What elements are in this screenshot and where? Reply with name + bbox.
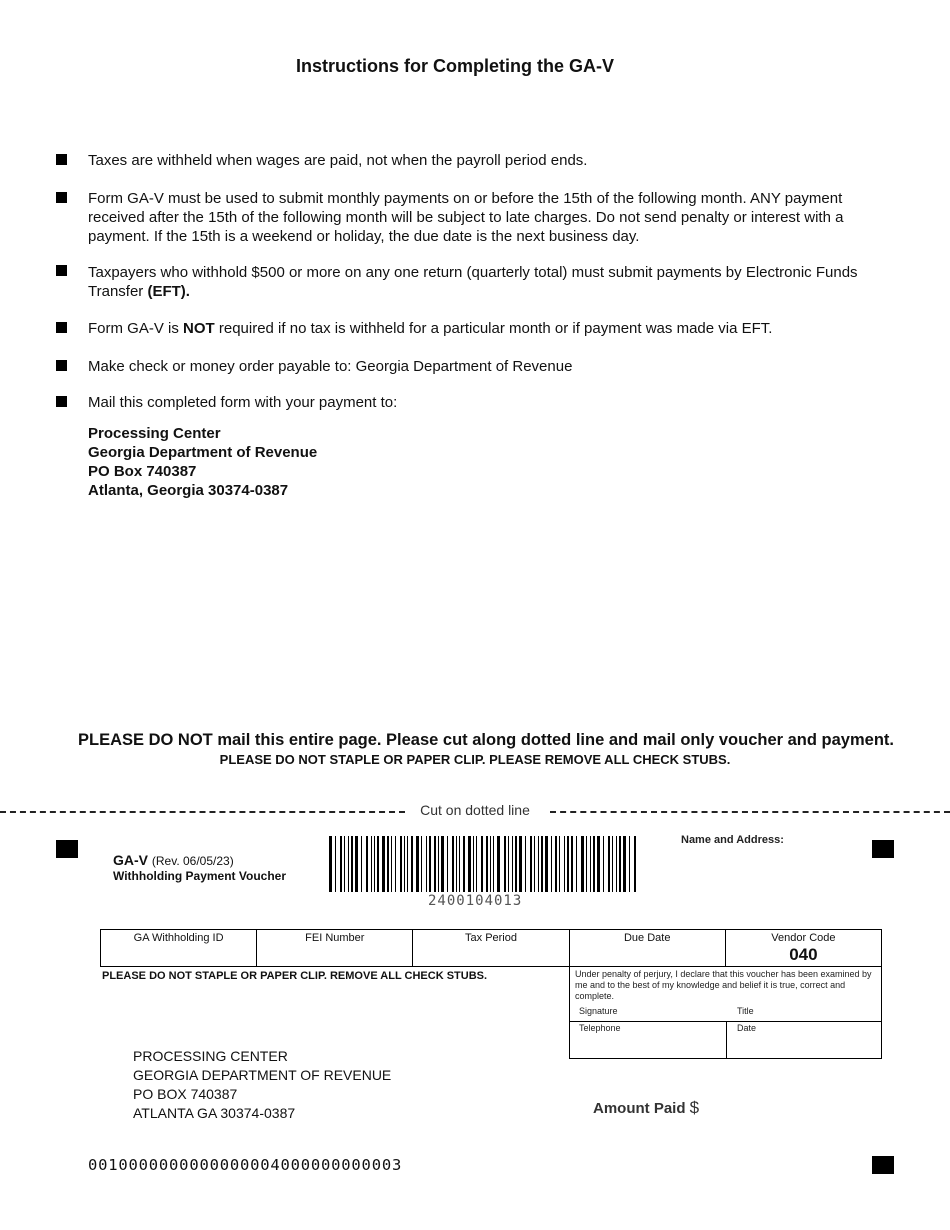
barcode-number: 2400104013 xyxy=(428,893,523,909)
registration-mark xyxy=(872,840,894,858)
tax-period-field[interactable]: Tax Period xyxy=(413,930,569,966)
return-address: PROCESSING CENTER GEORGIA DEPARTMENT OF REVENUE PO BOX 740387 ATLANTA GA 30374-0387 xyxy=(133,1048,392,1121)
barcode-bar xyxy=(395,836,396,892)
barcode-bar xyxy=(497,836,500,892)
barcode-bar xyxy=(538,836,539,892)
barcode-bar xyxy=(459,836,460,892)
barcode-bar xyxy=(619,836,621,892)
mailing-address: Processing Center Georgia Department of Revenue PO Box 740387 Atlanta, Georgia 30374-0387 xyxy=(88,425,318,499)
scan-line: 0010000000000000004000000000003 xyxy=(88,1156,403,1174)
form-id: GA-V (Rev. 06/05/23) xyxy=(113,852,234,868)
barcode-bar xyxy=(416,836,419,892)
barcode-bar xyxy=(597,836,600,892)
barcode-bar xyxy=(623,836,626,892)
voucher-field-grid xyxy=(100,929,882,967)
barcode-bar xyxy=(456,836,457,892)
registration-mark xyxy=(56,840,78,858)
barcode-bar xyxy=(355,836,358,892)
barcode-bar xyxy=(429,836,431,892)
barcode-bar xyxy=(512,836,513,892)
barcode-bar xyxy=(468,836,471,892)
barcode-bar xyxy=(530,836,532,892)
barcode-bar xyxy=(335,836,336,892)
barcode-bar xyxy=(434,836,436,892)
barcode-bar xyxy=(421,836,422,892)
barcode-bar xyxy=(411,836,413,892)
barcode-bar xyxy=(481,836,483,892)
barcode-bar xyxy=(525,836,526,892)
barcode-bar xyxy=(407,836,408,892)
name-and-address-label: Name and Address: xyxy=(681,834,784,846)
barcode-bar xyxy=(374,836,375,892)
barcode-bar xyxy=(382,836,385,892)
amount-paid-field[interactable]: Amount Paid $ xyxy=(593,1098,700,1117)
barcode-bar xyxy=(534,836,535,892)
barcode-bar xyxy=(348,836,349,892)
barcode-bar xyxy=(366,836,368,892)
cut-line-right xyxy=(550,811,950,813)
barcode-bar xyxy=(426,836,427,892)
mail-warning: PLEASE DO NOT mail this entire page. Please cut along dotted line and mail only voucher and payment. xyxy=(77,731,894,749)
cut-line-left xyxy=(0,811,405,813)
barcode-bar xyxy=(576,836,577,892)
barcode-bar xyxy=(351,836,353,892)
instruction-item: Taxpayers who withhold $500 or more on any one return (quarterly total) must submit payments by Electronic Funds Transfer (EFT). xyxy=(88,264,858,300)
barcode-bar xyxy=(545,836,548,892)
barcode-bar xyxy=(508,836,509,892)
barcode-bar xyxy=(634,836,636,892)
perjury-statement: Under penalty of perjury, I declare that this voucher has been examined by me and to the best of my knowledge and belief it is true, correct and complete. xyxy=(575,969,872,1001)
page-title: Instructions for Completing the GA-V xyxy=(296,56,614,76)
barcode-bar xyxy=(340,836,342,892)
barcode-bar xyxy=(616,836,617,892)
telephone-field[interactable]: Telephone xyxy=(579,1023,621,1033)
barcode-bar xyxy=(371,836,372,892)
barcode-bar xyxy=(476,836,477,892)
barcode-bar xyxy=(519,836,522,892)
barcode-bar xyxy=(551,836,552,892)
instruction-item: Taxes are withheld when wages are paid, not when the payroll period ends. xyxy=(88,152,588,169)
barcode-bar xyxy=(567,836,569,892)
signature-box xyxy=(569,966,882,1059)
barcode-bar xyxy=(564,836,565,892)
barcode-bar xyxy=(612,836,613,892)
barcode-bar xyxy=(593,836,595,892)
date-field[interactable]: Date xyxy=(737,1023,757,1033)
barcode-bar xyxy=(377,836,379,892)
barcode-bar xyxy=(493,836,494,892)
cut-label: Cut on dotted line xyxy=(410,802,540,818)
barcode-bar xyxy=(608,836,610,892)
divider xyxy=(726,1021,727,1058)
instruction-item: Form GA-V is NOT required if no tax is withheld for a particular month or if payment was made via EFT. xyxy=(88,320,773,337)
barcode-bar xyxy=(486,836,488,892)
barcode-bar xyxy=(603,836,604,892)
barcode-bar xyxy=(400,836,402,892)
bullet-marker xyxy=(56,322,67,333)
barcode-bar xyxy=(438,836,439,892)
barcode-bar xyxy=(463,836,465,892)
instruction-item: Make check or money order payable to: Georgia Department of Revenue xyxy=(88,358,573,375)
barcode-bar xyxy=(504,836,506,892)
voucher-staple-note: PLEASE DO NOT STAPLE OR PAPER CLIP. REMOVE ALL CHECK STUBS. xyxy=(102,970,488,982)
instruction-item: Mail this completed form with your payment to: xyxy=(88,394,398,411)
barcode-bar xyxy=(329,836,332,892)
ga-withholding-id-field[interactable]: GA Withholding ID xyxy=(101,930,257,966)
bullet-marker xyxy=(56,265,67,276)
barcode-bar xyxy=(361,836,362,892)
barcode xyxy=(329,836,639,892)
barcode-bar xyxy=(404,836,405,892)
barcode-bar xyxy=(344,836,345,892)
due-date-field[interactable]: Due Date xyxy=(570,930,726,966)
barcode-bar xyxy=(559,836,560,892)
signature-field[interactable]: Signature xyxy=(579,1006,618,1016)
barcode-bar xyxy=(629,836,630,892)
instruction-item: Form GA-V must be used to submit monthly payments on or before the 15th of the following month. ANY payment received after the 15th of the following month will be subject to late charges. Do not send penalty or interest with a payment. If the 15th is a weekend or holiday, the due date is the next business day. xyxy=(88,190,844,245)
voucher-name: Withholding Payment Voucher xyxy=(113,869,287,883)
barcode-bar xyxy=(555,836,557,892)
bullet-marker xyxy=(56,360,67,371)
title-field[interactable]: Title xyxy=(737,1006,754,1016)
bullet-marker xyxy=(56,192,67,203)
barcode-bar xyxy=(581,836,584,892)
bullet-marker xyxy=(56,396,67,407)
registration-mark xyxy=(872,1156,894,1174)
barcode-bar xyxy=(590,836,591,892)
barcode-bar xyxy=(452,836,454,892)
vendor-code-field: Vendor Code 040 xyxy=(726,930,881,966)
barcode-bar xyxy=(490,836,491,892)
bullet-marker xyxy=(56,154,67,165)
staple-warning: PLEASE DO NOT STAPLE OR PAPER CLIP. PLEASE REMOVE ALL CHECK STUBS. xyxy=(219,752,731,767)
barcode-bar xyxy=(515,836,517,892)
barcode-bar xyxy=(571,836,573,892)
barcode-bar xyxy=(387,836,389,892)
barcode-bar xyxy=(586,836,587,892)
barcode-bar xyxy=(473,836,474,892)
barcode-bar xyxy=(447,836,448,892)
barcode-bar xyxy=(391,836,392,892)
fei-number-field[interactable]: FEI Number xyxy=(257,930,413,966)
vendor-code-value: 040 xyxy=(789,945,818,964)
barcode-bar xyxy=(541,836,543,892)
barcode-bar xyxy=(441,836,444,892)
